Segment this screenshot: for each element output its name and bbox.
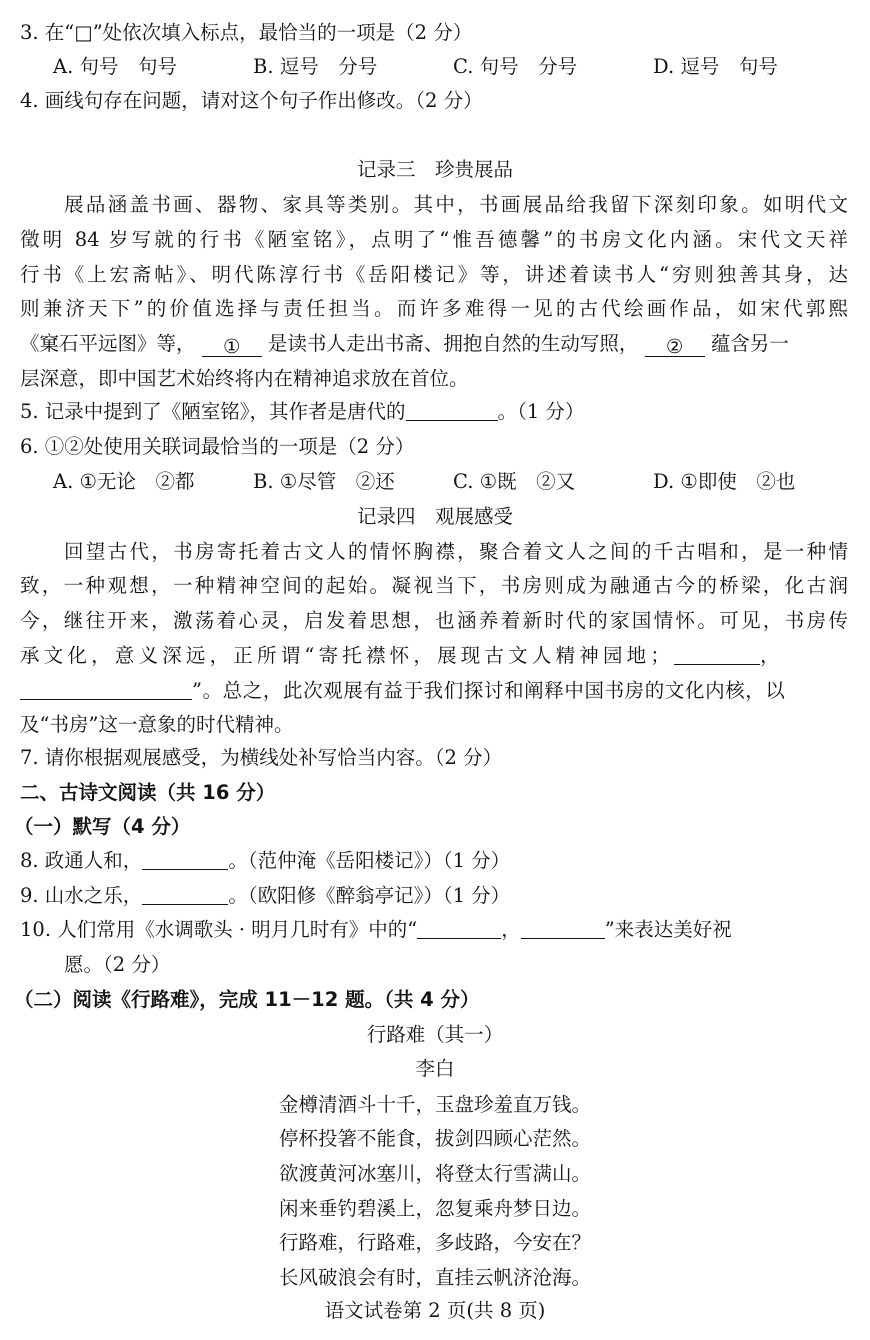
question-8 — [20, 847, 870, 875]
record-4-line-4-b: ， — [760, 644, 780, 667]
record-3-line-4: 则兼济天下”的价值选择与责任担当。而许多难得一见的古代绘画作品，如宋代郭熙 — [20, 297, 848, 320]
q3-option-b: B. 逗号 分号 — [253, 55, 378, 78]
q6-option-b: B. ①尽管 ②还 — [253, 470, 395, 493]
q10-text-mid: ， — [501, 918, 521, 941]
q8-answer-blank[interactable] — [142, 849, 228, 870]
q6-option-a: A. ①无论 ②都 — [53, 470, 195, 493]
question-3-options — [0, 53, 870, 81]
question-5 — [20, 398, 870, 426]
record-4-line-2: 致，一种观想，一种精神空间的起始。凝视当下，书房则成为融通古今的桥梁，化古润 — [20, 574, 848, 597]
poem-line-5: 行路难，行路难，多歧路，今安在？ — [278, 1231, 591, 1254]
blank-2[interactable]: ② — [645, 336, 705, 357]
record-4-line-5-text: ”。总之，此次观展有益于我们探讨和阐释中国书房的文化内核，以 — [192, 679, 786, 702]
record-4-line-4 — [20, 642, 848, 670]
record-3-line-5 — [20, 330, 848, 358]
poem-line-2: 停杯投箸不能食，拔剑四顾心茫然。 — [278, 1127, 591, 1150]
q6-option-d: D. ①即使 ②也 — [653, 470, 796, 493]
record-4-line-6: 及“书房”这一意象的时代精神。 — [20, 713, 294, 736]
question-7-stem: 7. 请你根据观展感受，为横线处补写恰当内容。（2 分） — [20, 746, 503, 769]
q10-text-before: 10. 人们常用《水调歌头 · 明月几时有》中的“ — [20, 918, 418, 941]
q6-option-c: C. ①既 ②又 — [453, 470, 576, 493]
q10-answer-blank-2[interactable] — [521, 918, 605, 939]
q10-text-after: ”来表达美好祝 — [604, 918, 732, 941]
record-3-line-3: 行书《上宏斋帖》、明代陈淳行书《岳阳楼记》等，讲述着读书人“穷则独善其身，达 — [20, 263, 848, 286]
poem-line-1: 金樽清酒斗十千，玉盘珍羞直万钱。 — [278, 1093, 591, 1116]
section-2-title: 二、古诗文阅读（共 16 分） — [20, 781, 276, 804]
question-6-options — [0, 468, 870, 496]
record-4-heading: 记录四 观展感受 — [356, 505, 513, 528]
record-4-line-1: 回望古代，书房寄托着古文人的情怀胸襟，聚合着文人之间的千古唱和，是一种情 — [64, 540, 848, 563]
record-3-line-5-c: 蕴含另一 — [710, 332, 789, 355]
poem-line-3: 欲渡黄河冰塞川，将登太行雪满山。 — [278, 1162, 591, 1185]
q8-text-before: 8. 政通人和， — [20, 849, 143, 872]
q8-text-after: 。（范仲淹《岳阳楼记》）（1 分） — [228, 849, 511, 872]
q9-answer-blank[interactable] — [142, 884, 228, 905]
question-10 — [20, 916, 848, 944]
record-4-line-4-a: 承文化，意义深远，正所谓“寄托襟怀，展现古文人精神园地； — [20, 644, 675, 667]
q3-option-a: A. 句号 句号 — [53, 55, 177, 78]
q9-text-after: 。（欧阳修《醉翁亭记》）（1 分） — [228, 884, 511, 907]
question-4-stem: 4. 画线句存在问题，请对这个句子作出修改。（2 分） — [20, 89, 483, 112]
record-3-heading: 记录三 珍贵展品 — [356, 158, 513, 181]
section-2-sub-2: （二）阅读《行路难》，完成 11－12 题。（共 4 分） — [14, 988, 480, 1011]
q5-answer-blank[interactable] — [406, 400, 498, 421]
section-2-sub-1: （一）默写（4 分） — [14, 815, 191, 838]
question-9 — [20, 882, 870, 910]
poem-author: 李白 — [415, 1057, 455, 1080]
page-footer: 语文试卷第 2 页(共 8 页) — [324, 1299, 546, 1322]
poem-line-4: 闲来垂钓碧溪上，忽复乘舟梦日边。 — [278, 1197, 591, 1220]
q5-text-after: 。（1 分） — [497, 400, 585, 423]
question-3-stem: 3. 在“□”处依次填入标点，最恰当的一项是（2 分） — [20, 21, 473, 44]
question-6-stem: 6. ①②处使用关联词最恰当的一项是（2 分） — [20, 435, 415, 458]
record-3-line-2: 徵明 84 岁写就的行书《陋室铭》，点明了“惟吾德馨”的书房文化内涵。宋代文天祥 — [20, 228, 848, 251]
poem-line-6: 长风破浪会有时，直挂云帆济沧海。 — [278, 1266, 591, 1289]
question-10-line-2: 愿。（2 分） — [64, 953, 171, 976]
record-4-blank-2[interactable] — [20, 679, 192, 700]
record-3-line-5-a: 《窠石平远图》等， — [20, 332, 196, 355]
q3-option-d: D. 逗号 句号 — [653, 55, 778, 78]
record-4-line-5 — [20, 677, 848, 705]
poem-title: 行路难（其一） — [366, 1023, 504, 1046]
record-3-line-5-b: 是读书人走出书斋、拥抱自然的生动写照， — [267, 332, 639, 355]
record-3-line-6: 层深意，即中国艺术始终将内在精神追求放在首位。 — [20, 367, 469, 390]
q5-text-before: 5. 记录中提到了《陋室铭》，其作者是唐代的 — [20, 400, 406, 423]
record-4-blank-1[interactable] — [674, 644, 760, 665]
blank-1[interactable]: ① — [202, 336, 262, 357]
q10-answer-blank-1[interactable] — [417, 918, 501, 939]
q9-text-before: 9. 山水之乐， — [20, 884, 143, 907]
record-4-line-3: 今，继往开来，激荡着心灵，启发着思想，也涵养着新时代的家国情怀。可见，书房传 — [20, 609, 848, 632]
q3-option-c: C. 句号 分号 — [453, 55, 578, 78]
record-3-line-1: 展品涵盖书画、器物、家具等类别。其中，书画展品给我留下深刻印象。如明代文 — [64, 193, 848, 216]
